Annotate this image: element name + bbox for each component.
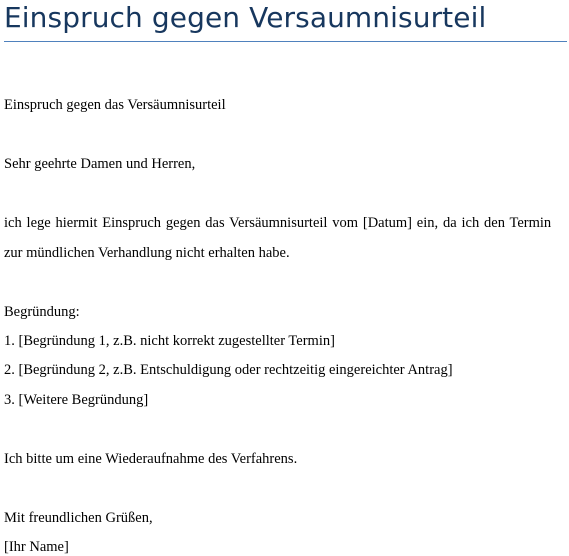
body-paragraph-line-1: ich lege hiermit Einspruch gegen das Versäumnisurteil vom [Datum] ein, da ich den Termin (4, 215, 552, 231)
signature-name: [Ihr Name] (4, 539, 69, 555)
reason-item-3: 3. [Weitere Begründung] (4, 392, 149, 408)
title-underline (4, 41, 567, 42)
request-sentence: Ich bitte um eine Wiederaufnahme des Verfahrens. (4, 451, 298, 467)
reason-item-2: 2. [Begründung 2, z.B. Entschuldigung oder rechtzeitig eingereichter Antrag] (4, 362, 453, 378)
document-title: Einspruch gegen Versaumnisurteil (4, 1, 487, 34)
subject-line: Einspruch gegen das Versäumnisurteil (4, 97, 226, 113)
closing-phrase: Mit freundlichen Grüßen, (4, 510, 153, 526)
reasons-heading: Begründung: (4, 304, 80, 320)
body-paragraph-line-2: zur mündlichen Verhandlung nicht erhalten habe. (4, 245, 290, 261)
reason-item-1: 1. [Begründung 1, z.B. nicht korrekt zugestellter Termin] (4, 333, 335, 349)
salutation: Sehr geehrte Damen und Herren, (4, 156, 196, 172)
